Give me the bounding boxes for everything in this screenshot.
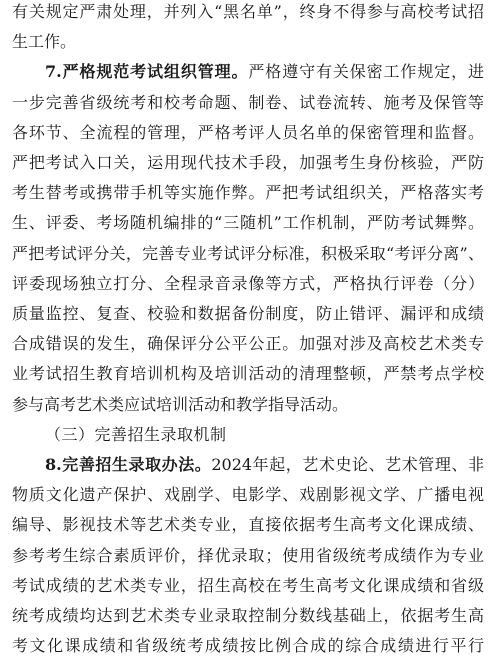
- text-line: 参与高考艺术类应试培训活动和教学指导活动。: [12, 394, 349, 414]
- text-line: 编导、影视技术等艺术类专业，直接依据考生高考文化课成绩、: [12, 515, 484, 535]
- text-line: 生工作。: [12, 32, 77, 52]
- text-line: 业考试招生教育培训机构及培训活动的清理整顿，严禁考点学校: [12, 364, 484, 384]
- text-line: 评委现场独立打分、全程录音录像等方式，严格执行评卷（分）: [12, 273, 484, 293]
- text-line: 物质文化遗产保护、戏剧学、电影学、戏剧影视文学、广播电视: [12, 485, 484, 505]
- text-line: 考试成绩的艺术类专业，招生高校在考生高考文化课成绩和省级: [12, 575, 484, 595]
- text-line: 考生替考或携带手机等实施作弊。严把考试组织关，严格落实考: [12, 183, 484, 203]
- section-7-heading: 7.严格规范考试组织管理。: [45, 62, 249, 82]
- text-line: 严把考试评分关，完善专业考试评分标准，积极采取“考评分离”、: [12, 243, 484, 263]
- text-line: 合成错误的发生，确保评分公平公正。加强对涉及高校艺术类专: [12, 334, 484, 354]
- text-line: 参考考生综合素质评价，择优录取；使用省级统考成绩作为专业: [12, 545, 484, 565]
- section-8-heading: 8.完善招生录取办法。: [45, 455, 212, 474]
- section-8-line: [45, 455, 484, 475]
- text-span: 2024年起，艺术史论、艺术管理、非: [211, 455, 484, 474]
- text-line: 考文化课成绩和省级统考成绩按比例合成的综合成绩进行平行: [12, 636, 484, 656]
- text-line: 严把考试入口关，运用现代技术手段，加强考生身份核验，严防: [12, 153, 484, 172]
- text-line: 一步完善省级统考和校考命题、制卷、试卷流转、施考及保管等: [12, 92, 484, 112]
- subsection-heading: （三）完善招生录取机制: [45, 424, 227, 444]
- text-span: 严格遵守有关保密工作规定，进: [248, 62, 484, 82]
- text-line: 质量监控、复查、校验和数据备份制度，防止错评、漏评和成绩: [12, 304, 484, 323]
- text-line: 各环节、全流程的管理，严格考评人员名单的保密管理和监督。: [12, 122, 484, 142]
- text-line: 有关规定严肃处理，并列入“黑名单”，终身不得参与高校考试招: [12, 2, 484, 21]
- section-7-line: [45, 62, 484, 82]
- text-line: 统考成绩均达到艺术类专业录取控制分数线基础上，依据考生高: [12, 606, 484, 625]
- text-line: 生、评委、考场随机编排的“三随机”工作机制，严防考试舞弊。: [12, 213, 484, 233]
